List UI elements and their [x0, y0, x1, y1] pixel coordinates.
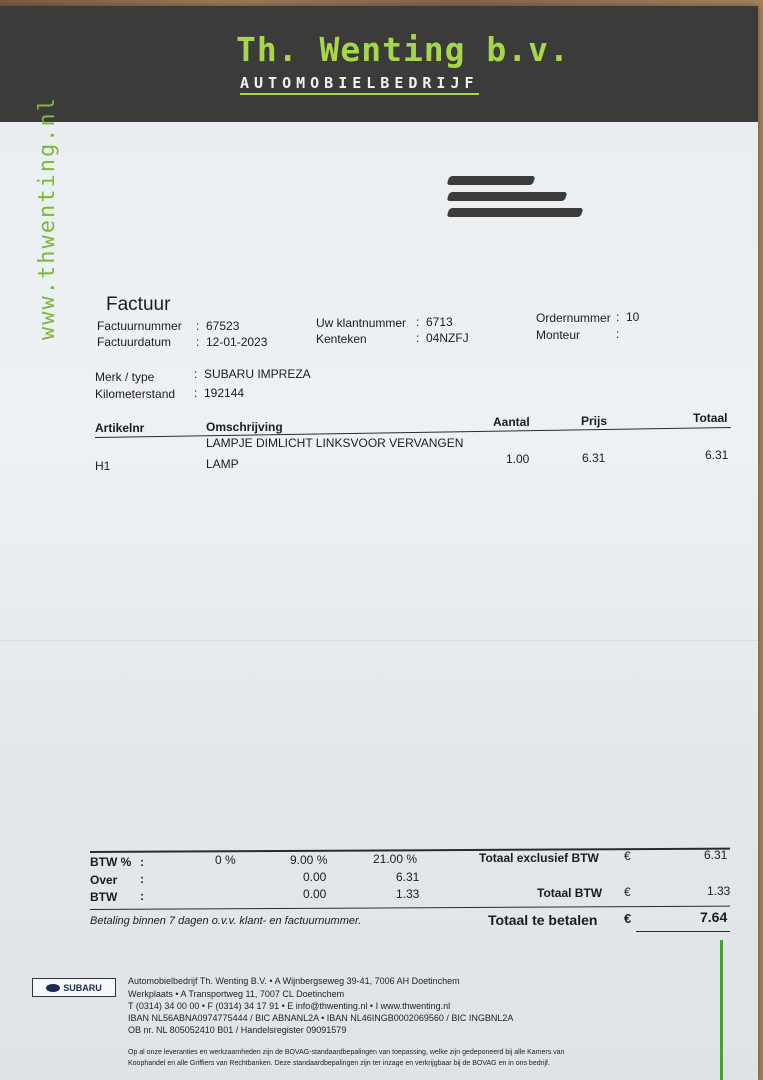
license-plate: 04NZFJ: [426, 331, 469, 345]
make-colon: :: [194, 367, 198, 381]
client-number-colon: :: [416, 315, 420, 329]
vat-over-colon: :: [140, 872, 144, 886]
vat-pct-label: BTW %: [90, 855, 132, 869]
odometer: 192144: [204, 386, 245, 400]
order-number: 10: [626, 310, 640, 324]
total-excl-value: 6.31: [704, 848, 728, 862]
order-number-label: Ordernummer: [536, 311, 611, 325]
paper-fold: [0, 640, 758, 641]
invoice-number: 67523: [206, 319, 240, 333]
green-accent-bar: [720, 940, 723, 1080]
row-total: 6.31: [705, 448, 729, 462]
footer-registry: OB nr. NL 805052410 B01 / Handelsregister 09091579: [128, 1025, 347, 1035]
task-description: LAMPJE DIMLICHT LINKSVOOR VERVANGEN: [206, 436, 464, 450]
col-header-price: Prijs: [581, 414, 608, 428]
vat-btw-9: 0.00: [303, 887, 327, 901]
currency-symbol: €: [624, 849, 631, 863]
vat-rate-9: 9.00 %: [290, 853, 328, 867]
invoice-number-colon: :: [196, 319, 200, 333]
footer-bank: IBAN NL56ABNA0974775444 / BIC ABNANL2A • IBAN NL46INGB0002069560 / BIC INGBNL2A: [128, 1013, 514, 1023]
invoice-date-label: Factuurdatum: [97, 335, 172, 349]
footer-terms-2: Koophandel en alle Griffiers van Rechtbanken. Deze standaardbepalingen zijn ter inzage en verkrijgbaar bij de BOVAG en in ons bedrijf.: [128, 1060, 550, 1067]
vat-btw-colon: :: [140, 889, 144, 903]
invoice-title: Factuur: [106, 294, 171, 315]
col-header-description: Omschrijving: [206, 420, 283, 434]
invoice-date-colon: :: [196, 335, 200, 349]
invoice-number-label: Factuurnummer: [97, 319, 182, 333]
amount-due-rule: [636, 931, 730, 932]
vat-rate-21: 21.00 %: [373, 852, 418, 866]
vat-over-9: 0.00: [303, 870, 327, 884]
row-qty: 1.00: [506, 452, 530, 466]
currency-symbol: €: [624, 885, 631, 899]
col-header-article: Artikelnr: [95, 421, 145, 435]
amount-due-label: Totaal te betalen: [488, 912, 598, 928]
col-header-qty: Aantal: [493, 415, 530, 429]
client-number-label: Uw klantnummer: [316, 316, 407, 330]
vat-over-label: Over: [90, 873, 118, 887]
row-price: 6.31: [582, 451, 606, 465]
plate-colon: :: [416, 331, 420, 345]
redacted-address: [448, 176, 588, 224]
currency-symbol: €: [624, 911, 632, 926]
client-number: 6713: [426, 315, 453, 329]
row-article: H1: [95, 459, 111, 473]
mechanic-label: Monteur: [536, 328, 581, 342]
payment-note: Betaling binnen 7 dagen o.v.v. klant- en factuurnummer.: [90, 915, 362, 927]
footer-terms-1: Op al onze leveranties en werkzaamheden zijn de BOVAG-standaardbepalingen van toepassing, welke zijn gedeponeerd bij alle Kamers van: [128, 1049, 565, 1056]
subaru-star-icon: [46, 984, 60, 992]
total-excl-label: Totaal exclusief BTW: [479, 851, 599, 865]
total-btw-label: Totaal BTW: [537, 886, 603, 900]
subaru-logo: [32, 978, 116, 997]
plate-label: Kenteken: [316, 332, 367, 346]
footer-contact: T (0314) 34 00 00 • F (0314) 34 17 91 • E info@thwenting.nl • I www.thwenting.nl: [128, 1001, 451, 1011]
footer-workshop: Werkplaats • A Transportweg 11, 7007 CL Doetinchem: [128, 989, 345, 999]
website-vertical: www.thwenting.nl: [35, 96, 60, 340]
col-header-total: Totaal: [693, 411, 728, 425]
footer-address: Automobielbedrijf Th. Wenting B.V. • A Wijnbergseweg 39-41, 7006 AH Doetinchem: [128, 976, 460, 986]
row-description: LAMP: [206, 457, 239, 471]
company-name: Th. Wenting b.v.: [236, 30, 570, 69]
km-label: Kilometerstand: [95, 387, 176, 401]
vat-rate-0: 0 %: [215, 853, 236, 867]
vat-btw-21: 1.33: [396, 887, 420, 901]
amount-due-value: 7.64: [700, 909, 728, 925]
subaru-logo-text: SUBARU: [63, 982, 102, 993]
vat-over-21: 6.31: [396, 870, 420, 884]
invoice-date: 12-01-2023: [206, 335, 268, 349]
vat-pct-colon: :: [140, 855, 144, 869]
km-colon: :: [194, 386, 198, 400]
vat-btw-label: BTW: [90, 890, 118, 904]
total-btw-value: 1.33: [707, 884, 731, 898]
mechanic-colon: :: [616, 327, 620, 341]
make-label: Merk / type: [95, 370, 155, 384]
order-number-colon: :: [616, 310, 620, 324]
vehicle-make: SUBARU IMPREZA: [204, 367, 311, 381]
company-subtitle: AUTOMOBIELBEDRIJF: [240, 74, 479, 95]
